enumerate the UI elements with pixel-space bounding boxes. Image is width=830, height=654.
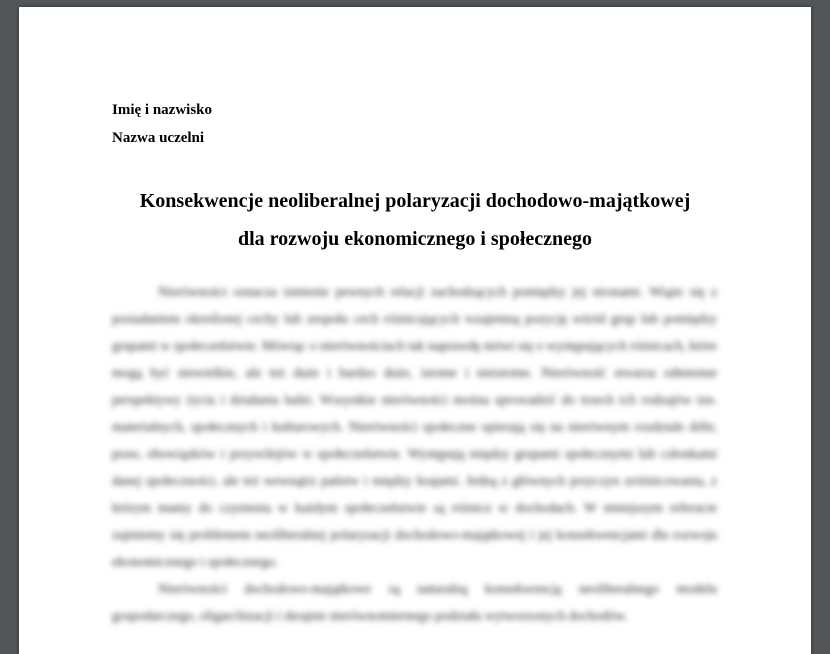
body-paragraph-2: Nierówności dochodowo-majątkowe są naturalną konsekwencją neoliberalnego modelu gospodarczego, oligarchizacji i skrajnie nierównomiernego podziału wytworzonych dochodów. — [112, 581, 717, 623]
document-page — [19, 7, 811, 654]
author-name: Imię i nazwisko — [112, 102, 213, 118]
document-title-line-1: Konsekwencje neoliberalnej polaryzacji dochodowo-majątkowej — [139, 190, 691, 212]
university-name: Nazwa uczelni — [112, 130, 205, 146]
body-paragraph-1: Nierówności oznacza istnienie pewnych relacji zachodzących pomiędzy jej stronami. Wiąże się z posiadaniem określonej cechy lub zespołu cech różnicujących wzajemną pozycję wśród grup lub pomiędzy grupami w społeczeństwie. Mówiąc o nierównościach tak naprawdę mówi się o występujących różnicach, które mogą być niewielkie, ale też duże i bardzo duże, istotne i nieistotne. Nierówność stwarza odmienne perspektywy życia i działania ludzi. Wszystkie nierówności można sprowadzić do trzech ich rodzajów tzn. materialnych, społecznych i kulturowych. Nierówności społeczne opierają się na nierównym rozdziale dóbr, praw, obowiązków i przywilejów w społeczeństwie. Występują między grupami społecznymi lub członkami danej społeczności, ale też wewnątrz państw i między krajami. Jedną z głównych przyczyn zróżnicowania, z którym mamy do czynienia w każdym społeczeństwie są różnice w dochodach. W niniejszym referacie zajmiemy się problemem neoliberalnej polaryzacji dochodowo-majątkowej i jej konsekwencjami dla rozwoju ekonomicznego i społecznego. — [112, 284, 717, 569]
document-title-line-2: dla rozwoju ekonomicznego i społecznego — [237, 228, 593, 250]
document-body — [112, 278, 717, 629]
